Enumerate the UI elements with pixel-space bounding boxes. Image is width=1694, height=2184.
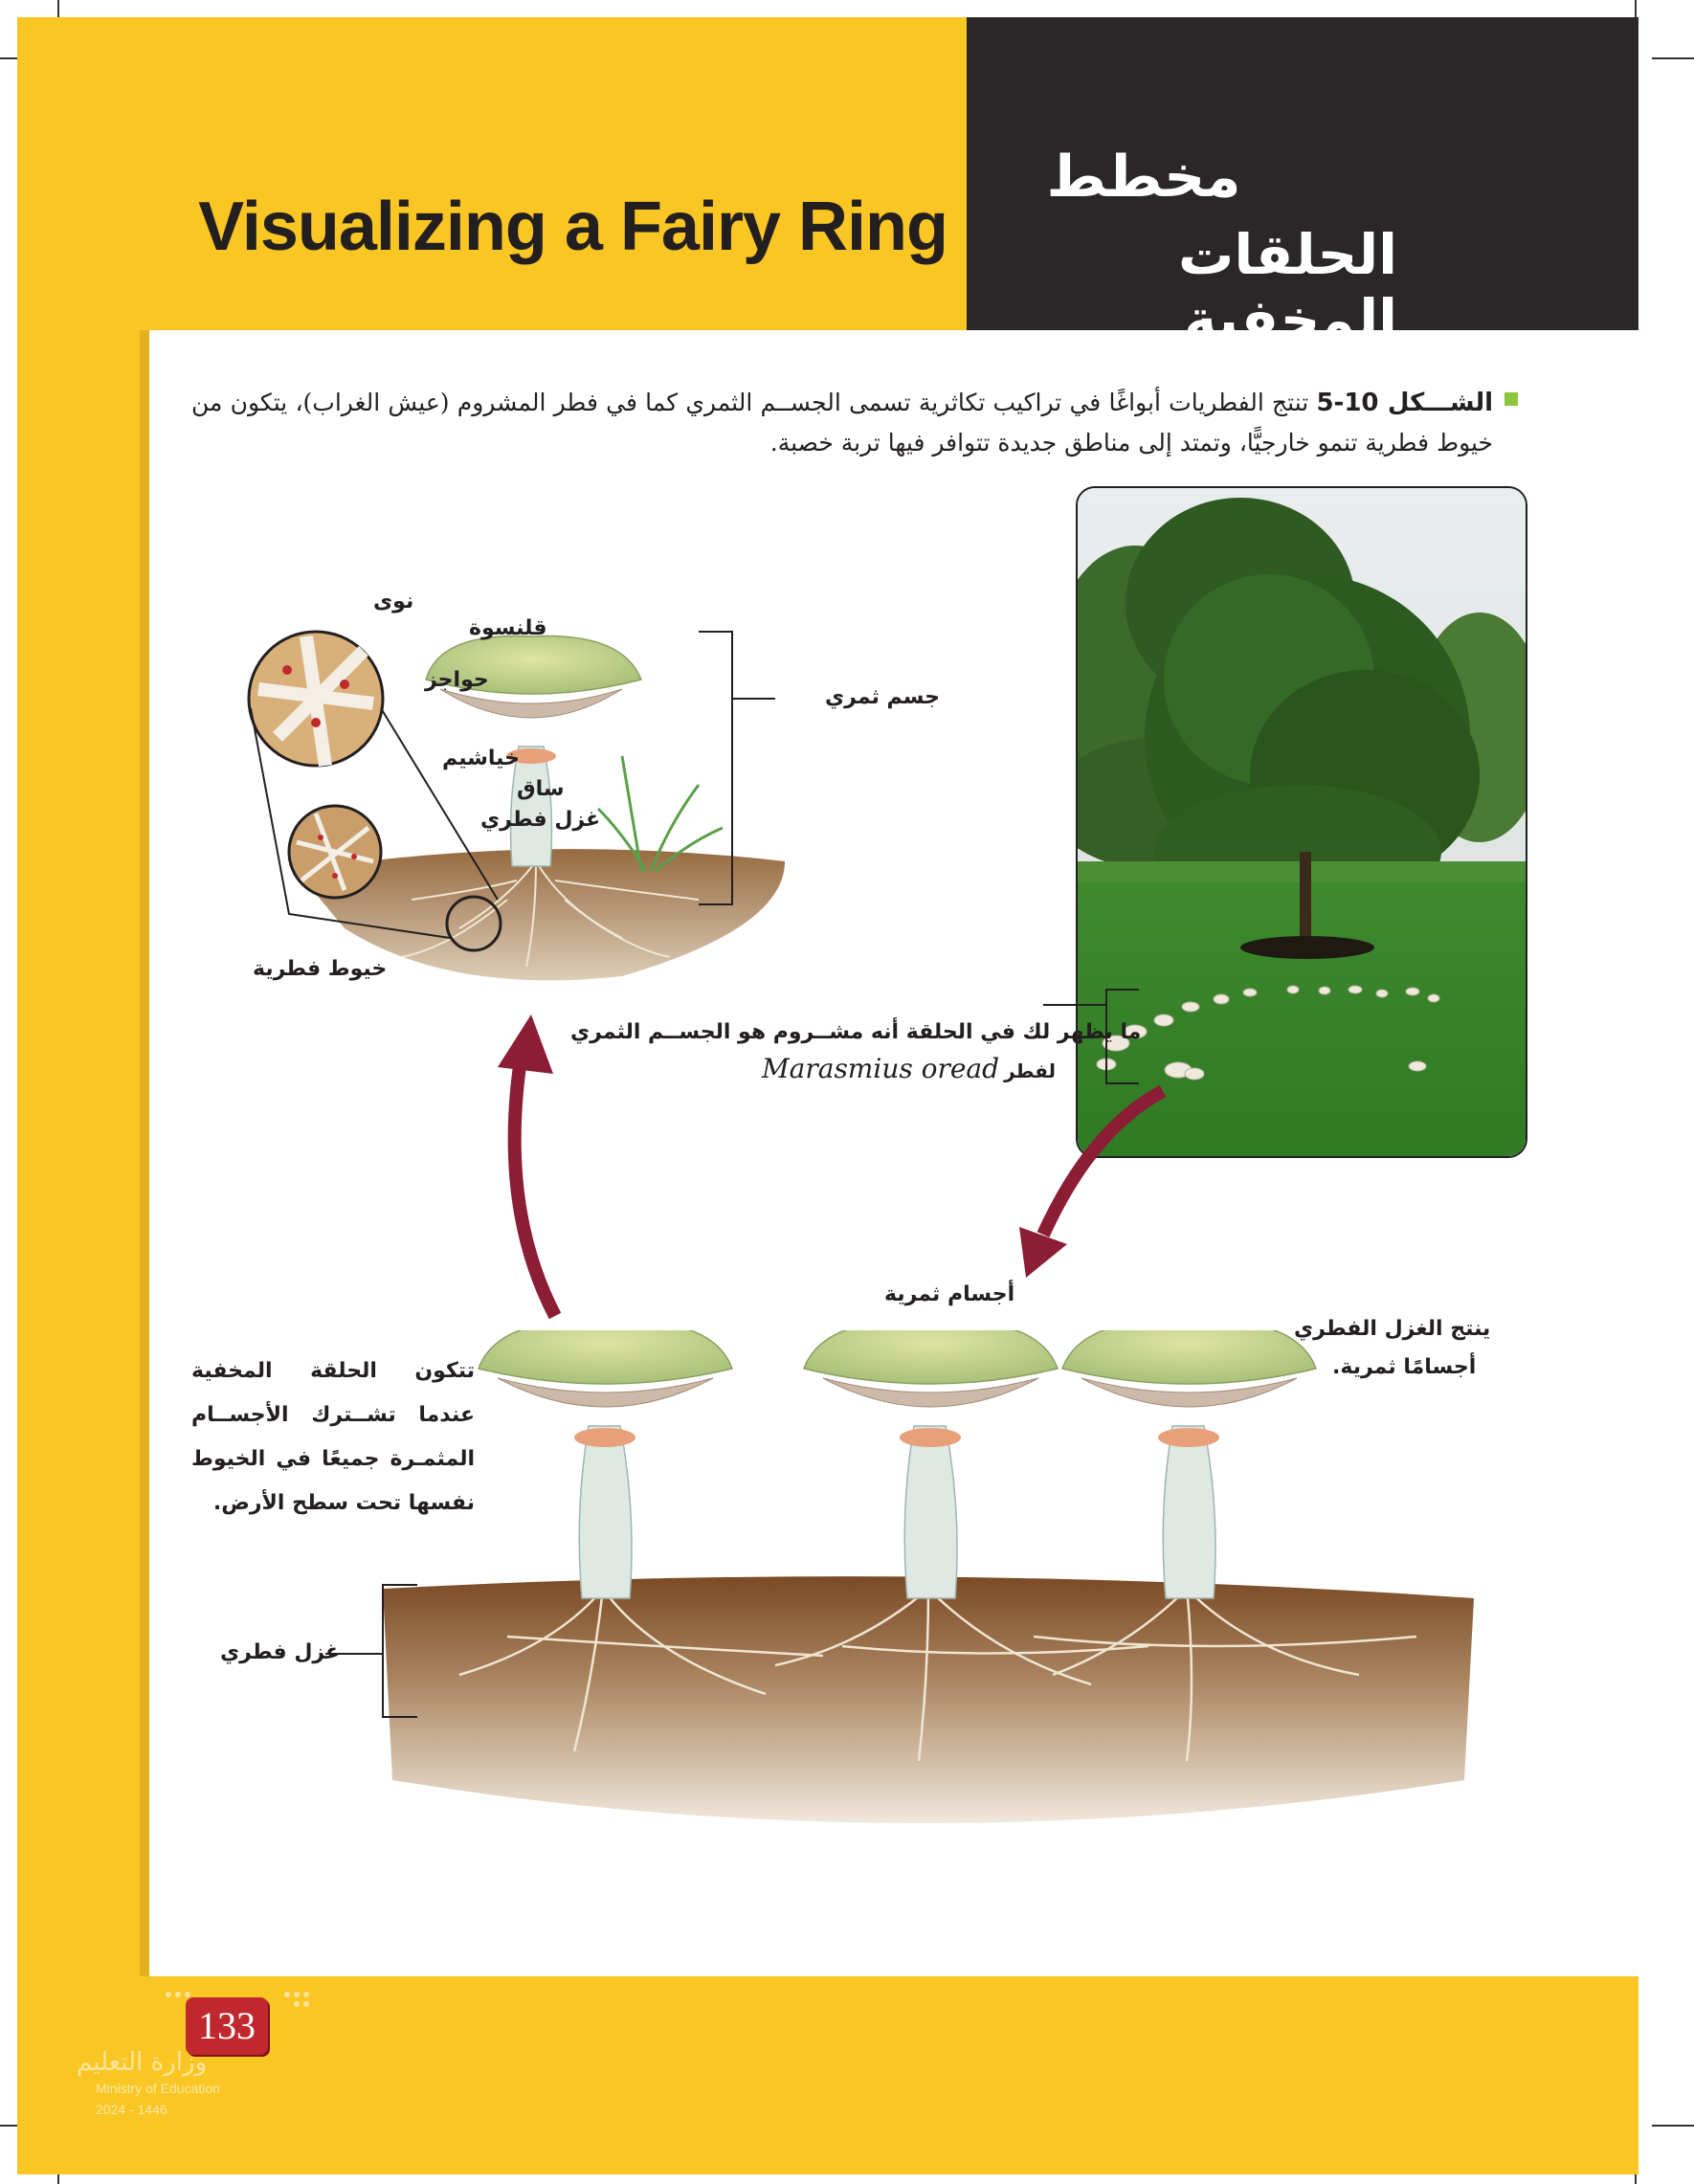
caption-text: تنتج الفطريات أبواغًا في تراكيب تكاثرية تسمى الجســم الثمري كما في فطر المشروم (عيش الغراب)، يتكون من خيوط فطرية تنمو خارجيًّا، وتمتد إلى مناطق جديدة تتوافر فيها تربة خصبة. xyxy=(191,389,1493,457)
figure-caption xyxy=(191,383,1493,463)
page-title-en: Visualizing a Fairy Ring xyxy=(198,189,947,265)
label-mycelium-produces-1: ينتج الغزل الفطري xyxy=(1294,1317,1491,1341)
cycle-arrows xyxy=(479,1014,1187,1330)
ring-note-line1: ما يظهر لك في الحلقة أنه مشــروم هو الجســم الثمري xyxy=(570,1020,1142,1044)
page-title-ar-line1: مخطط xyxy=(1046,144,1241,211)
label-septa: حواجز xyxy=(425,668,489,692)
label-nuclei: نوى xyxy=(373,590,414,613)
label-gills: خياشيم xyxy=(442,747,520,770)
label-mycelium-top: غزل فطري xyxy=(480,808,601,832)
page-number: 133 xyxy=(186,1997,268,2055)
crop-mark xyxy=(1652,2125,1694,2127)
label-cap: قلنسوة xyxy=(469,616,547,640)
side-band-shadow xyxy=(140,330,149,1976)
label-fruiting-bodies: أجسام ثمرية xyxy=(884,1282,1015,1306)
ministry-logo-dots-icon xyxy=(163,1989,316,2012)
label-mycelium-produces-2: أجسامًا ثمرية. xyxy=(1332,1355,1477,1379)
ring-forms-paragraph: تتكون الحلقة المخفية عندما تشــترك الأجســام المثمـرة جميعًا في الخيوط نفسها تحت سطح الأرض. xyxy=(191,1359,475,1515)
side-yellow-band xyxy=(17,330,140,1976)
label-fruiting-body: جسم ثمري xyxy=(825,685,941,709)
header-yellow-panel xyxy=(17,17,967,330)
ministry-name-en: Ministry of Education xyxy=(96,2081,220,2096)
ministry-year: 2024 - 1446 xyxy=(96,2102,167,2117)
hyphae-magnified-circles xyxy=(220,613,536,957)
crop-mark xyxy=(1652,57,1694,59)
label-hyphae: خيوط فطرية xyxy=(253,957,388,981)
ministry-name-ar: وزارة التعليم xyxy=(77,2048,208,2077)
three-mushrooms-illustration xyxy=(364,1330,1493,1885)
ring-note-species: Marasmius oread xyxy=(762,1053,1000,1084)
page-title-ar-line2: الحلقات المخفية xyxy=(1178,222,1397,352)
caption-bullet-icon xyxy=(1505,392,1518,406)
label-stalk: ساق xyxy=(517,777,565,801)
ring-note-prefix: لفطر xyxy=(1004,1059,1056,1082)
figure-label: الشـــكل 10-5 xyxy=(1316,389,1493,417)
label-mycelium-bottom: غزل فطري xyxy=(220,1640,341,1664)
